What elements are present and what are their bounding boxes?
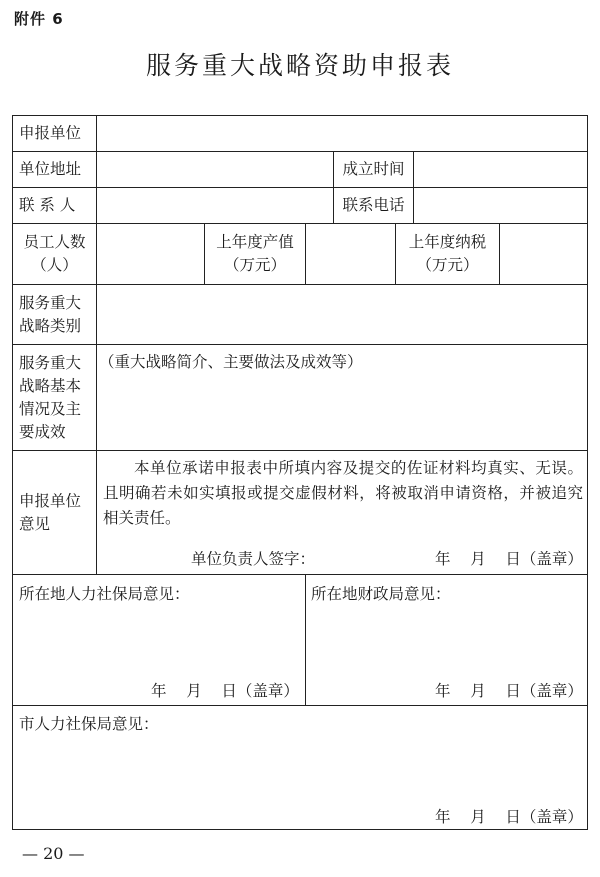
local-hrss-date-seal: 年 月 日（盖章） xyxy=(151,682,299,700)
applicant-unit-field[interactable] xyxy=(97,116,588,151)
unit-opinion-label xyxy=(13,451,96,574)
employees-label-line: 员工人数 xyxy=(23,233,86,251)
unit-opinion-label-line: 意见 xyxy=(19,514,51,533)
basic-situation-hint: （重大战略简介、主要做法及成效等） xyxy=(99,353,363,371)
founded-time-field[interactable] xyxy=(414,152,588,187)
unit-address-label: 单位地址 xyxy=(19,160,82,178)
city-hrss-date-seal: 年 月 日（盖章） xyxy=(435,808,583,826)
row-divider xyxy=(13,450,587,451)
basic-situation-label xyxy=(13,345,96,450)
unit-opinion-date-seal: 年 月 日（盖章） xyxy=(435,550,583,568)
basic-situation-field[interactable] xyxy=(97,345,588,450)
column-divider xyxy=(305,574,306,705)
last-year-tax-unit-label: （万元） xyxy=(416,256,479,274)
unit-address-field[interactable] xyxy=(97,152,333,187)
city-hrss-opinion-label: 市人力社保局意见： xyxy=(19,715,159,733)
applicant-unit-label: 申报单位 xyxy=(19,124,82,142)
responsible-signature-label: 单位负责人签字： xyxy=(191,550,316,568)
last-year-output-unit-label: （万元） xyxy=(223,256,286,274)
form-title: 服务重大战略资助申报表 xyxy=(145,51,454,80)
strategy-category-label-line: 服务重大 xyxy=(19,293,82,312)
employees-label xyxy=(13,224,96,284)
last-year-output-label xyxy=(205,224,305,284)
strategy-category-label xyxy=(13,285,96,344)
contact-phone-field[interactable] xyxy=(414,188,588,223)
contact-person-label: 联 系 人 xyxy=(19,196,76,214)
strategy-category-label-line: 战略类别 xyxy=(19,316,82,335)
attachment-label: 附件 6 xyxy=(14,10,64,28)
basic-situation-label-line: 战略基本 xyxy=(19,376,82,395)
employees-unit-label: （人） xyxy=(31,256,78,274)
row-divider xyxy=(13,705,587,706)
last-year-tax-field[interactable] xyxy=(500,224,588,284)
application-form-table xyxy=(12,115,588,830)
page-number: — 20 — xyxy=(22,844,85,863)
contact-person-field[interactable] xyxy=(97,188,333,223)
basic-situation-label-line: 要成效 xyxy=(19,422,66,441)
commitment-statement: 本单位承诺申报表中所填内容及提交的佐证材料均真实、无误。且明确若未如实填报或提交虚假材料，将被取消申请资格，并被追究相关责任。 xyxy=(103,459,583,527)
last-year-tax-label xyxy=(396,224,499,284)
unit-opinion-label-line: 申报单位 xyxy=(19,491,82,510)
basic-situation-label-line: 服务重大 xyxy=(19,353,82,372)
basic-situation-label-line: 情况及主 xyxy=(19,399,82,418)
row-divider xyxy=(13,574,587,575)
local-finance-date-seal: 年 月 日（盖章） xyxy=(435,682,583,700)
employees-field[interactable] xyxy=(97,224,204,284)
local-finance-opinion-label: 所在地财政局意见： xyxy=(311,585,451,603)
last-year-output-field[interactable] xyxy=(306,224,395,284)
last-year-tax-label-line: 上年度纳税 xyxy=(408,233,487,251)
contact-phone-label: 联系电话 xyxy=(342,196,405,214)
founded-time-label: 成立时间 xyxy=(342,160,405,178)
strategy-category-field[interactable] xyxy=(97,285,588,344)
local-hrss-opinion-label: 所在地人力社保局意见： xyxy=(19,585,190,603)
last-year-output-label-line: 上年度产值 xyxy=(216,233,294,251)
